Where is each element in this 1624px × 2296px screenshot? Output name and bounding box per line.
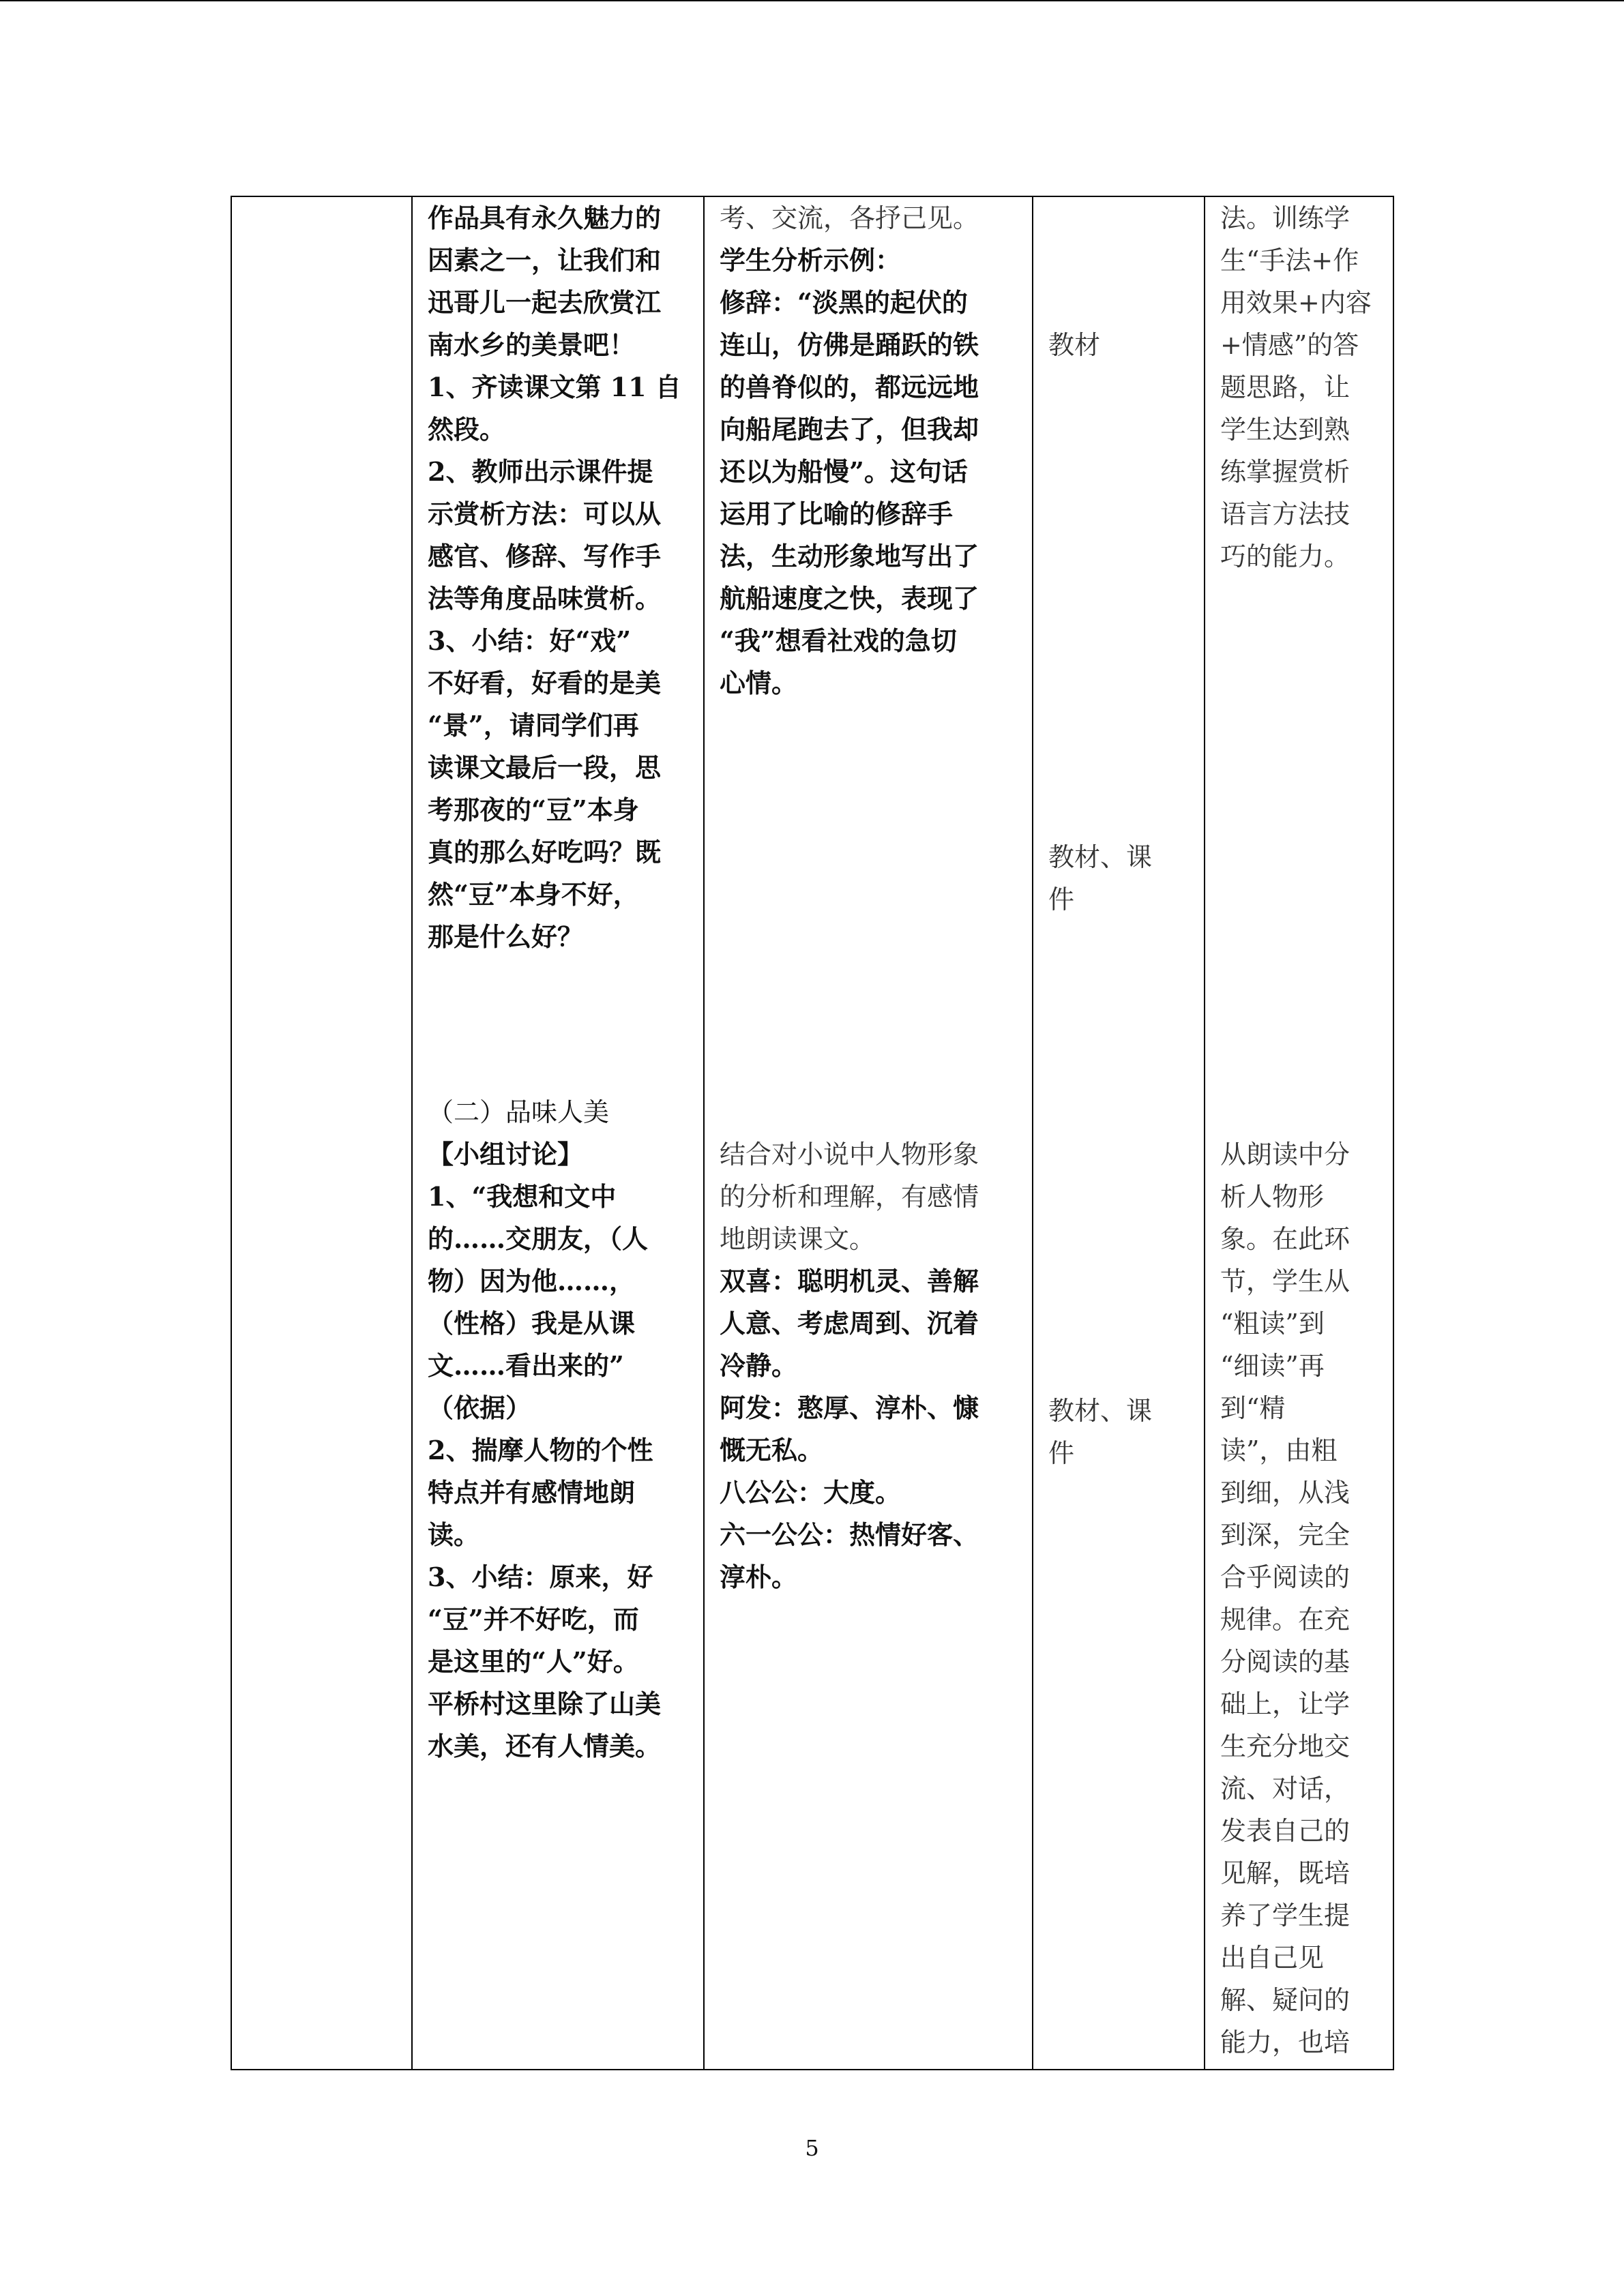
text-line: 象。在此环 [1220, 1224, 1350, 1254]
text-line: 节，学生从 [1220, 1266, 1350, 1296]
text-line: 心情。 [720, 668, 798, 698]
text-line: 然“豆”本身不好， [428, 879, 639, 910]
table-column-student-activity [705, 197, 1033, 2069]
text-line: （二）品味人美 [428, 1097, 610, 1127]
text-line: 法。训练学 [1220, 203, 1350, 233]
text-line: 双喜：聪明机灵、善解 [720, 1266, 979, 1296]
text-line: （性格）我是从课 [428, 1308, 636, 1339]
text-line: 向船尾跑去了，但我却 [720, 414, 979, 445]
text-line: 生充分地交 [1220, 1731, 1350, 1761]
text-line: “豆”并不好吃，而 [428, 1604, 639, 1635]
text-line: 2、教师出示课件提 [428, 456, 653, 487]
text-line: 1、齐读课文第 11 自 [428, 372, 681, 402]
text-line: 件 [1048, 884, 1075, 914]
text-line: 见解，既培 [1220, 1858, 1350, 1888]
text-line: 还以为船慢”。这句话 [720, 456, 968, 487]
design-intent-block-1 [1220, 197, 1386, 578]
text-line: 巧的能力。 [1220, 541, 1350, 571]
text-line: 然段。 [428, 414, 506, 445]
text-line: 生“手法+作 [1220, 245, 1359, 275]
text-line: 读课文最后一段，思 [428, 752, 662, 783]
text-line: （依据） [428, 1392, 532, 1423]
text-line: 考、交流，各抒己见。 [720, 203, 979, 233]
resources-block-1 [1048, 324, 1197, 366]
resources-block-3 [1048, 1390, 1197, 1474]
text-line: 的……交朋友，（人 [428, 1223, 649, 1254]
text-line: 法等角度品味赏析。 [428, 583, 662, 614]
text-line: 真的那么好吃吗？既 [428, 837, 662, 867]
text-line: 慨无私。 [720, 1435, 824, 1465]
text-line: 作品具有永久魅力的 [428, 203, 662, 233]
text-line: 从朗读中分 [1220, 1139, 1350, 1169]
text-line: “粗读”到 [1220, 1309, 1325, 1339]
text-line: 人意、考虑周到、沉着 [720, 1308, 979, 1339]
text-line: 读。 [428, 1519, 480, 1550]
text-line: 物）因为他……， [428, 1266, 636, 1296]
text-line: 六一公公：热情好客、 [720, 1519, 979, 1550]
text-line: 考那夜的“豆”本身 [428, 794, 639, 825]
text-line: 示赏析方法：可以从 [428, 498, 662, 529]
text-line: +情感”的答 [1220, 330, 1359, 360]
table-column-teacher-activity [413, 197, 705, 2069]
lesson-plan-table [231, 196, 1394, 2070]
text-line: 到深，完全 [1220, 1520, 1350, 1550]
text-line: “我”想看社戏的急切 [720, 625, 957, 656]
text-line: 合乎阅读的 [1220, 1562, 1350, 1592]
text-line: 用效果+内容 [1220, 288, 1372, 318]
text-line: 题思路，让 [1220, 372, 1350, 402]
resources-block-2 [1048, 836, 1197, 921]
text-line: 因素之一，让我们和 [428, 245, 662, 275]
text-line: 地朗读课文。 [720, 1224, 876, 1254]
text-line: 析人物形 [1220, 1182, 1325, 1212]
text-line: 件 [1048, 1438, 1075, 1468]
text-line: 流、对话， [1220, 1774, 1350, 1804]
text-line: 3、小结：好“戏” [428, 625, 632, 656]
text-line: 语言方法技 [1220, 499, 1350, 529]
text-line: 感官、修辞、写作手 [428, 541, 662, 571]
text-line: 不好看，好看的是美 [428, 668, 662, 698]
text-line: 读”，由粗 [1220, 1435, 1338, 1465]
text-line: 到细，从浅 [1220, 1478, 1350, 1508]
text-line: 的兽脊似的，都远远地 [720, 372, 979, 402]
text-line: 是这里的“人”好。 [428, 1646, 639, 1677]
text-line: 阿发：憨厚、淳朴、慷 [720, 1392, 979, 1423]
text-line: 出自己见 [1220, 1943, 1325, 1973]
teacher-activity-block-1 [428, 197, 696, 958]
text-line: 规律。在充 [1220, 1605, 1350, 1635]
text-line: 2、揣摩人物的个性 [428, 1435, 653, 1465]
text-line: 学生达到熟 [1220, 415, 1350, 445]
text-line: 教材、课 [1048, 1396, 1153, 1426]
top-border-line [0, 0, 1624, 1]
text-line: 平桥村这里除了山美 [428, 1688, 662, 1719]
text-line: 学生分析示例： [720, 245, 902, 275]
table-column-design-intent [1205, 197, 1393, 2069]
text-line: “景”，请同学们再 [428, 710, 639, 741]
text-line: 发表自己的 [1220, 1816, 1350, 1846]
text-line: 水美，还有人情美。 [428, 1731, 662, 1761]
text-line: “细读”再 [1220, 1351, 1325, 1381]
text-line: 能力，也培 [1220, 2027, 1350, 2057]
text-line: 础上，让学 [1220, 1689, 1350, 1719]
text-line: 养了学生提 [1220, 1900, 1350, 1930]
text-line: 迅哥儿一起去欣赏江 [428, 287, 662, 318]
text-line: 文……看出来的” [428, 1350, 624, 1381]
design-intent-block-2 [1220, 1133, 1386, 2063]
text-line: 练掌握赏析 [1220, 457, 1350, 487]
student-activity-block-2 [720, 1133, 1025, 1598]
text-line: 结合对小说中人物形象 [720, 1139, 979, 1169]
table-column-stage [232, 197, 413, 2069]
text-line: 航船速度之快，表现了 [720, 583, 979, 614]
teacher-activity-block-2 [428, 1091, 696, 1768]
text-line: 【小组讨论】 [428, 1139, 584, 1169]
text-line: 特点并有感情地朗 [428, 1477, 636, 1508]
page-number: 5 [805, 2135, 819, 2161]
text-line: 那是什么好？ [428, 921, 584, 952]
text-line: 的分析和理解，有感情 [720, 1182, 979, 1212]
text-line: 分阅读的基 [1220, 1647, 1350, 1677]
text-line: 连山，仿佛是踊跃的铁 [720, 329, 979, 360]
student-activity-block-1 [720, 197, 1025, 704]
text-line: 教材、课 [1048, 842, 1153, 872]
text-line: 运用了比喻的修辞手 [720, 498, 954, 529]
text-line: 南水乡的美景吧！ [428, 329, 636, 360]
text-line: 解、疑问的 [1220, 1985, 1350, 2015]
table-column-resources [1033, 197, 1205, 2069]
text-line: 1、“我想和文中 [428, 1181, 617, 1212]
text-line: 到“精 [1220, 1393, 1286, 1423]
text-line: 3、小结：原来，好 [428, 1562, 653, 1592]
text-line: 八公公：大度。 [720, 1477, 902, 1508]
text-line: 教材 [1048, 330, 1101, 360]
text-line: 修辞：“淡黑的起伏的 [720, 287, 968, 318]
text-line: 冷静。 [720, 1350, 798, 1381]
text-line: 法，生动形象地写出了 [720, 541, 979, 571]
text-line: 淳朴。 [720, 1562, 798, 1592]
